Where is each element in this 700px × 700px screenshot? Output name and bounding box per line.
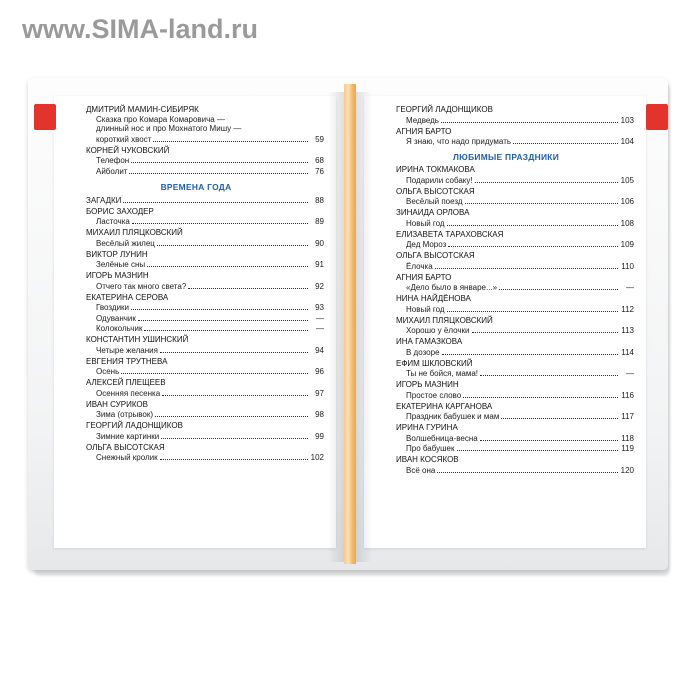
toc-leader-dots	[147, 260, 308, 267]
toc-entry-title: Я знаю, что надо придумать	[406, 137, 512, 146]
toc-leader-dots	[480, 369, 618, 376]
toc-entry	[406, 391, 634, 400]
toc-leader-dots	[447, 305, 618, 312]
toc-entry-title: Ёлочка	[406, 261, 433, 271]
toc-entry	[406, 326, 634, 335]
toc-entry-title: Новый год	[406, 218, 445, 228]
toc-author: АГНИЯ БАРТО	[396, 126, 452, 136]
toc-entry	[96, 410, 324, 419]
toc-leader-dots	[123, 196, 308, 203]
toc-entry	[96, 282, 324, 291]
toc-entry-title: Весёлый жилец	[96, 238, 155, 248]
toc-entry-page: 119	[621, 444, 634, 454]
toc-author: ИГОРЬ МАЗНИН	[86, 271, 149, 281]
toc-author: ДМИТРИЙ МАМИН-СИБИРЯК	[86, 105, 199, 114]
toc-leader-dots	[513, 137, 618, 144]
toc-title-continuation: длинный нос и про Мохнатого Мишу —	[96, 124, 242, 133]
toc-entry-page: 113	[621, 326, 634, 336]
toc-author: ГЕОРГИЙ ЛАДОНЩИКОВ	[86, 421, 183, 431]
table-of-contents-right	[364, 106, 646, 475]
toc-entry	[406, 305, 634, 314]
toc-entry-page: 105	[620, 175, 634, 185]
toc-entry-page: —	[626, 369, 634, 379]
toc-entry	[406, 116, 634, 125]
toc-author: ОЛЬГА ВЫСОТСКАЯ	[396, 186, 475, 196]
toc-leader-dots	[121, 367, 308, 374]
toc-author: ЗИНАИДА ОРЛОВА	[396, 208, 470, 218]
toc-entry-title: ЗАГАДКИ	[86, 195, 122, 205]
toc-author: ИГОРЬ МАЗНИН	[396, 380, 459, 390]
toc-entry	[406, 197, 634, 206]
toc-entry	[406, 176, 634, 185]
toc-entry	[96, 346, 324, 355]
toc-entry-page: 114	[621, 347, 634, 357]
toc-entry-title: Четыре желания	[96, 345, 158, 355]
toc-entry-page: 96	[315, 367, 324, 377]
toc-entry-title: Ласточка	[96, 217, 130, 227]
toc-author: ИРИНА ТОКМАКОВА	[396, 165, 475, 175]
toc-entry-page: 68	[315, 156, 324, 165]
toc-author: БОРИС ЗАХОДЕР	[86, 206, 154, 216]
toc-entry-title: Праздник бабушек и мам	[406, 412, 500, 422]
toc-entry	[96, 367, 324, 376]
toc-entry	[96, 432, 324, 441]
toc-entry	[96, 135, 324, 144]
toc-leader-dots	[435, 262, 618, 269]
toc-entry-page: —	[626, 283, 634, 293]
toc-leader-dots	[144, 324, 308, 331]
toc-entry-title: Ты не бойся, мама!	[406, 369, 478, 379]
toc-entry	[406, 412, 634, 421]
toc-entry	[406, 262, 634, 271]
toc-entry-title: Айболит	[96, 166, 128, 176]
toc-entry-title: Гвоздики	[96, 303, 129, 313]
toc-entry-title: Дед Мороз	[406, 240, 447, 250]
toc-leader-dots	[475, 176, 618, 183]
toc-entry-title: Снежный кролик	[96, 453, 158, 463]
toc-title-continuation: Сказка про Комара Комаровича —	[96, 114, 225, 124]
toc-entry-page: 120	[620, 465, 634, 475]
toc-author: ЕКАТЕРИНА КАРГАНОВА	[396, 401, 493, 411]
toc-entry-page: 94	[315, 345, 324, 355]
toc-entry	[96, 314, 324, 323]
toc-entry-page: 89	[315, 217, 324, 227]
toc-author: АЛЕКСЕЙ ПЛЕЩЕЕВ	[86, 378, 166, 388]
toc-entry	[406, 369, 634, 378]
toc-leader-dots	[160, 346, 308, 353]
toc-entry	[96, 167, 324, 176]
toc-entry-page: 112	[621, 304, 634, 314]
toc-entry-page: 76	[315, 166, 324, 176]
toc-leader-dots	[138, 314, 308, 321]
toc-entry-page: 118	[621, 433, 634, 443]
toc-leader-dots	[463, 391, 618, 398]
toc-entry-title: Новый год	[406, 304, 445, 314]
toc-leader-dots	[162, 389, 308, 396]
toc-author: КОРНЕЙ ЧУКОВСКИЙ	[86, 145, 170, 155]
toc-entry-page: 103	[620, 115, 634, 125]
toc-section-title: ЛЮБИМЫЕ ПРАЗДНИКИ	[452, 152, 560, 162]
toc-entry-title: Осень	[96, 367, 120, 377]
toc-entry-page: 59	[315, 134, 324, 144]
toc-entry-title: Одуванчик	[96, 313, 136, 323]
toc-entry-page: 91	[315, 260, 324, 270]
toc-section-title: ВРЕМЕНА ГОДА	[160, 181, 232, 192]
toc-author: МИХАИЛ ПЛЯЦКОВСКИЙ	[396, 315, 493, 325]
watermark-text: www.SIMA-land.ru	[22, 14, 258, 44]
toc-leader-dots	[157, 239, 308, 246]
toc-leader-dots	[437, 466, 618, 473]
toc-entry-title: Телефон	[96, 156, 130, 165]
toc-leader-dots	[131, 303, 308, 310]
toc-entry	[96, 217, 324, 226]
toc-entry-title: Подарили собаку!	[406, 175, 473, 185]
open-book	[28, 78, 674, 578]
toc-entry-page: 90	[315, 238, 324, 248]
toc-entry-page: 102	[310, 453, 324, 463]
toc-author: ГЕОРГИЙ ЛАДОНЩИКОВ	[396, 105, 493, 114]
toc-entry-title: Хорошо у ёлочки	[406, 326, 470, 336]
toc-entry-title: Медведь	[406, 115, 439, 125]
toc-entry	[96, 453, 324, 462]
toc-entry	[96, 303, 324, 312]
toc-leader-dots	[480, 434, 618, 441]
toc-leader-dots	[447, 219, 618, 226]
book-spine	[344, 84, 356, 564]
toc-entry-title: «Дело было в январе...»	[406, 283, 498, 293]
toc-leader-dots	[161, 432, 308, 439]
toc-author: ИВАН СУРИКОВ	[86, 399, 148, 409]
toc-entry-title: Зелёные сны	[96, 260, 146, 270]
toc-entry-page: 117	[621, 412, 634, 422]
toc-author: ОЛЬГА ВЫСОТСКАЯ	[86, 442, 165, 452]
toc-entry-page: 110	[621, 261, 634, 271]
toc-entry-page: 97	[315, 388, 324, 398]
toc-author: ВИКТОР ЛУНИН	[86, 249, 148, 259]
spine-shadow-right	[354, 92, 372, 562]
toc-entry-title: Зима (отрывок)	[96, 410, 154, 420]
toc-entry-page: —	[316, 313, 324, 323]
toc-entry-title: Волшебница-весна	[406, 433, 478, 443]
toc-entry	[86, 196, 324, 205]
toc-leader-dots	[132, 217, 308, 224]
page-left	[54, 96, 336, 548]
toc-entry-title: Простое слово	[406, 390, 462, 400]
toc-entry-page: 108	[620, 218, 634, 228]
toc-author: КОНСТАНТИН УШИНСКИЙ	[86, 335, 189, 345]
toc-entry-page: 99	[315, 431, 324, 441]
toc-author: ЕЛИЗАВЕТА ТАРАХОВСКАЯ	[396, 229, 504, 239]
toc-leader-dots	[129, 167, 308, 174]
toc-entry	[96, 389, 324, 398]
toc-author: ЕФИМ ШКЛОВСКИЙ	[396, 358, 473, 368]
toc-author: ИРИНА ГУРИНА	[396, 423, 458, 433]
toc-entry	[406, 466, 634, 475]
page-right	[364, 96, 646, 548]
toc-entry	[96, 324, 324, 333]
toc-entry-page: 104	[620, 137, 634, 146]
toc-entry-title: Осенняя песенка	[96, 388, 161, 398]
toc-entry-title: Про бабушек	[406, 444, 455, 454]
toc-author: ИВАН КОСЯКОВ	[396, 455, 459, 465]
toc-entry	[406, 240, 634, 249]
toc-entry-title: В дозоре	[406, 347, 440, 357]
toc-entry-page: 116	[621, 390, 634, 400]
toc-leader-dots	[499, 283, 618, 290]
toc-entry	[406, 219, 634, 228]
toc-entry-title: Отчего так много света?	[96, 281, 187, 291]
toc-author: ЕКАТЕРИНА СЕРОВА	[86, 292, 169, 302]
toc-entry	[406, 283, 634, 292]
toc-entry	[96, 239, 324, 248]
toc-leader-dots	[441, 116, 618, 123]
toc-entry-title: короткий хвост	[96, 134, 152, 144]
toc-entry-title: Зимние картинки	[96, 431, 160, 441]
toc-entry-page: 98	[315, 410, 324, 420]
toc-entry-page: 109	[620, 240, 634, 250]
toc-leader-dots	[457, 444, 619, 451]
toc-leader-dots	[472, 326, 618, 333]
bookmark-ribbon-right	[646, 104, 668, 130]
toc-entry-title: Весёлый поезд	[406, 197, 463, 207]
toc-leader-dots	[153, 135, 308, 142]
table-of-contents-left	[54, 106, 336, 462]
toc-leader-dots	[160, 453, 308, 460]
toc-leader-dots	[448, 240, 618, 247]
toc-leader-dots	[131, 156, 308, 163]
toc-author: ИНА ГАМАЗКОВА	[396, 337, 463, 347]
toc-entry-page: 93	[315, 303, 324, 313]
toc-leader-dots	[501, 412, 618, 419]
toc-entry-page: 88	[315, 195, 324, 205]
toc-leader-dots	[465, 197, 618, 204]
toc-author: НИНА НАЙДЁНОВА	[396, 294, 471, 304]
toc-entry-page: —	[316, 324, 324, 334]
toc-entry	[406, 444, 634, 453]
toc-leader-dots	[442, 348, 618, 355]
toc-author: ОЛЬГА ВЫСОТСКАЯ	[396, 251, 475, 261]
toc-entry-title: Всё она	[406, 465, 436, 475]
toc-author: МИХАИЛ ПЛЯЦКОВСКИЙ	[86, 228, 183, 238]
toc-author: АГНИЯ БАРТО	[396, 272, 452, 282]
toc-entry	[406, 137, 634, 146]
bookmark-ribbon-left	[34, 104, 56, 130]
toc-entry-title: Колокольчик	[96, 324, 143, 334]
toc-entry	[96, 156, 324, 165]
toc-entry	[406, 434, 634, 443]
toc-entry	[96, 260, 324, 269]
toc-leader-dots	[155, 410, 308, 417]
toc-leader-dots	[188, 282, 308, 289]
toc-entry-page: 92	[315, 281, 324, 291]
toc-entry	[406, 348, 634, 357]
toc-entry-page: 106	[620, 197, 634, 207]
toc-author: ЕВГЕНИЯ ТРУТНЕВА	[86, 356, 168, 366]
